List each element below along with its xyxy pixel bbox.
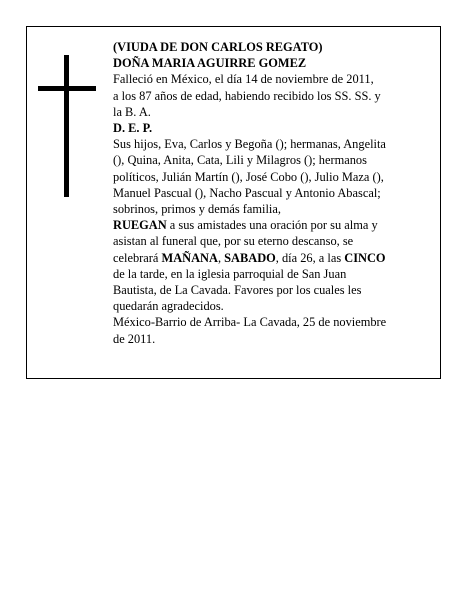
cross-vertical-bar [64,55,69,197]
widow-line: (VIUDA DE DON CARLOS REGATO) [113,40,323,54]
funeral-day: , día 26, a las [275,250,345,265]
funeral-manana: MAÑANA [161,250,218,265]
ruegan-rest: a sus amistades una oración por su alma y [166,218,378,233]
family-line-4: Manuel Pascual (), Nacho Pascual y Antonio Abascal; [113,185,381,200]
funeral-cinco: CINCO [344,250,386,265]
latin-cross-icon [38,55,98,197]
place-date-line-1: México-Barrio de Arriba- La Cavada, 25 de noviembre [113,315,387,330]
family-line-3: políticos, Julián Martín (), José Cobo (), Julio Maza (), [113,169,384,184]
funeral-comma: , [217,250,225,265]
ruegan-line [113,217,429,233]
place-date-line-2: de 2011. [113,331,156,346]
funeral-line-4: Bautista, de La Cavada. Favores por los cuales les [113,283,362,298]
obituary-text [113,39,429,347]
funeral-line-5: quedarán agradecidos. [113,299,224,314]
deceased-name: DOÑA MARIA AGUIRRE GOMEZ [113,56,307,71]
age-line: a los 87 años de edad, habiendo recibido los SS. SS. y [113,88,381,103]
funeral-line-2 [113,250,429,266]
funeral-celebrara: celebrará [113,250,162,265]
family-line-5: sobrinos, primos y demás familia, [113,202,281,217]
ba-line: la B. A. [113,104,151,119]
funeral-line-1: asistan al funeral que, por su eterno descanso, se [113,234,354,249]
cross-horizontal-bar [38,86,96,91]
dep-line: D. E. P. [113,121,153,136]
family-line-1: Sus hijos, Eva, Carlos y Begoña (); hermanas, Angelita [113,137,386,152]
funeral-sabado: SABADO [224,250,276,265]
death-line: Falleció en México, el día 14 de noviembre de 2011, [113,72,374,87]
ruegan-word: RUEGAN [113,218,167,233]
family-line-2: (), Quina, Anita, Cata, Lili y Milagros (); hermanos [113,153,367,168]
funeral-line-3: de la tarde, en la iglesia parroquial de San Juan [113,266,347,281]
